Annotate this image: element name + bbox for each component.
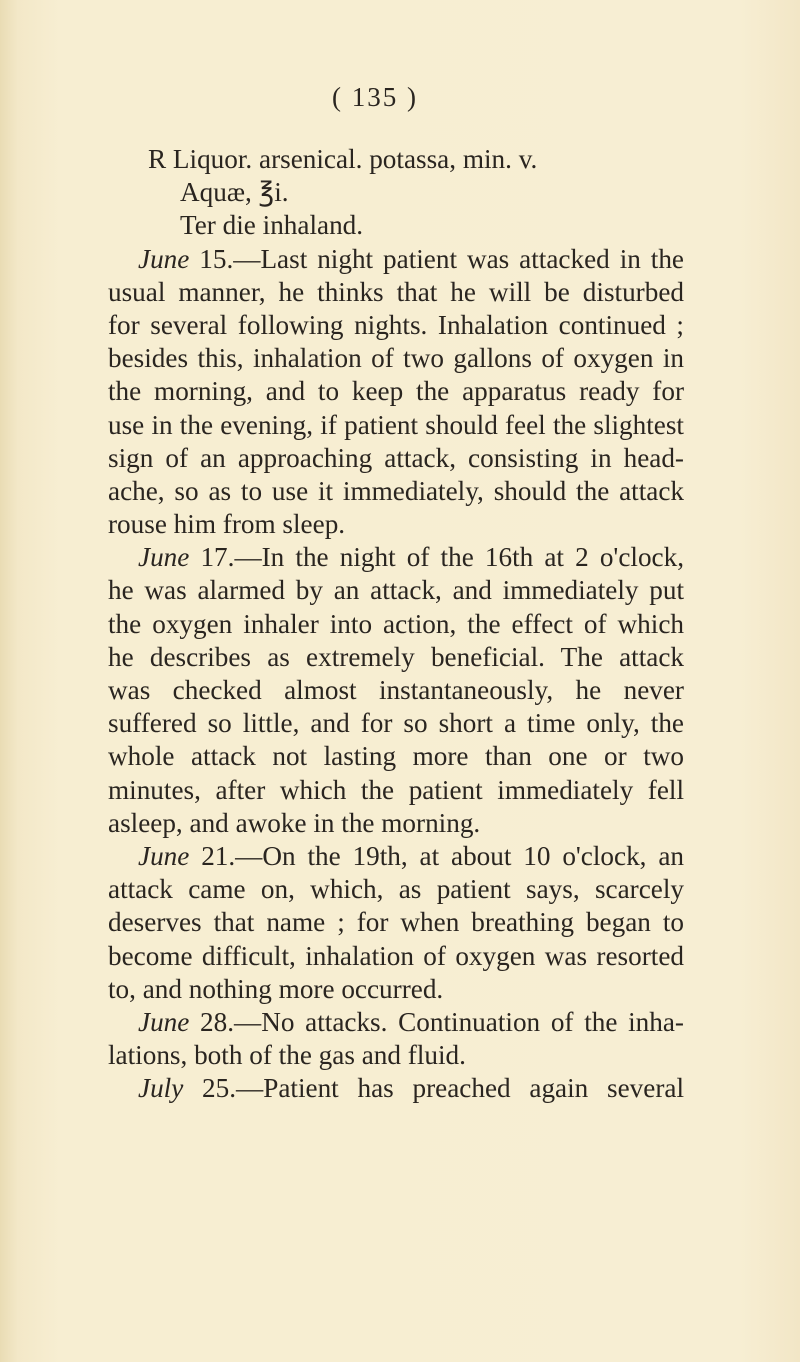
entry-date: June [138, 243, 190, 274]
text-line: for several following nights. Inhalation continued ; [108, 309, 684, 340]
page-number-header: ( 135 ) [332, 82, 418, 112]
paragraph-first-line: June 28.—No attacks. Continuation of the inha- [138, 1006, 684, 1037]
paragraph-first-line: June 21.—On the 19th, at about 10 o'clock, an [138, 840, 684, 871]
entry-date: June [138, 542, 190, 573]
text-line: the oxygen inhaler into action, the effect of which [108, 608, 684, 639]
prescription-line: Ter die inhaland. [180, 210, 364, 241]
text-line: sign of an approaching attack, consisting in head- [108, 442, 684, 473]
text-line: besides this, inhalation of two gallons of oxygen in [108, 343, 684, 374]
text-line: he was alarmed by an attack, and immediately put [108, 575, 684, 606]
text-line: he describes as extremely beneficial. The attack [108, 641, 684, 672]
body-text [108, 143, 684, 1105]
entry-date: June [138, 840, 190, 871]
entry-date: June [138, 1006, 190, 1037]
text-line: use in the evening, if patient should feel the slightest [108, 409, 684, 440]
text-line: usual manner, he thinks that he will be disturbed [108, 276, 684, 307]
text-line: deserves that name ; for when breathing began to [108, 907, 684, 938]
text-line: lations, both of the gas and fluid. [108, 1040, 466, 1071]
text-line: asleep, and awoke in the morning. [108, 807, 481, 838]
prescription-line: Aquæ, ℥i. [180, 177, 289, 208]
prescription-line: R Liquor. arsenical. potassa, min. v. [148, 144, 538, 174]
text-line: minutes, after which the patient immediately fell [108, 774, 684, 805]
text-line: rouse him from sleep. [108, 509, 346, 540]
paragraph-first-line: June 17.—In the night of the 16th at 2 o'clock, [138, 542, 684, 573]
text-line: become difficult, inhalation of oxygen was resorted [108, 940, 684, 971]
text-line: suffered so little, and for so short a time only, the [108, 708, 684, 739]
text-line: ache, so as to use it immediately, should the attack [108, 475, 684, 506]
entry-date: July [138, 1073, 184, 1104]
text-line: the morning, and to keep the apparatus ready for [108, 376, 684, 407]
text-line: was checked almost instantaneously, he never [108, 675, 684, 705]
text-line: attack came on, which, as patient says, scarcely [108, 874, 684, 905]
paragraph-first-line: June 15.—Last night patient was attacked in the [138, 243, 684, 274]
text-line: to, and nothing more occurred. [108, 973, 444, 1004]
paragraph-first-line: July 25.—Patient has preached again several [138, 1073, 684, 1104]
text-line: whole attack not lasting more than one or two [108, 741, 684, 772]
